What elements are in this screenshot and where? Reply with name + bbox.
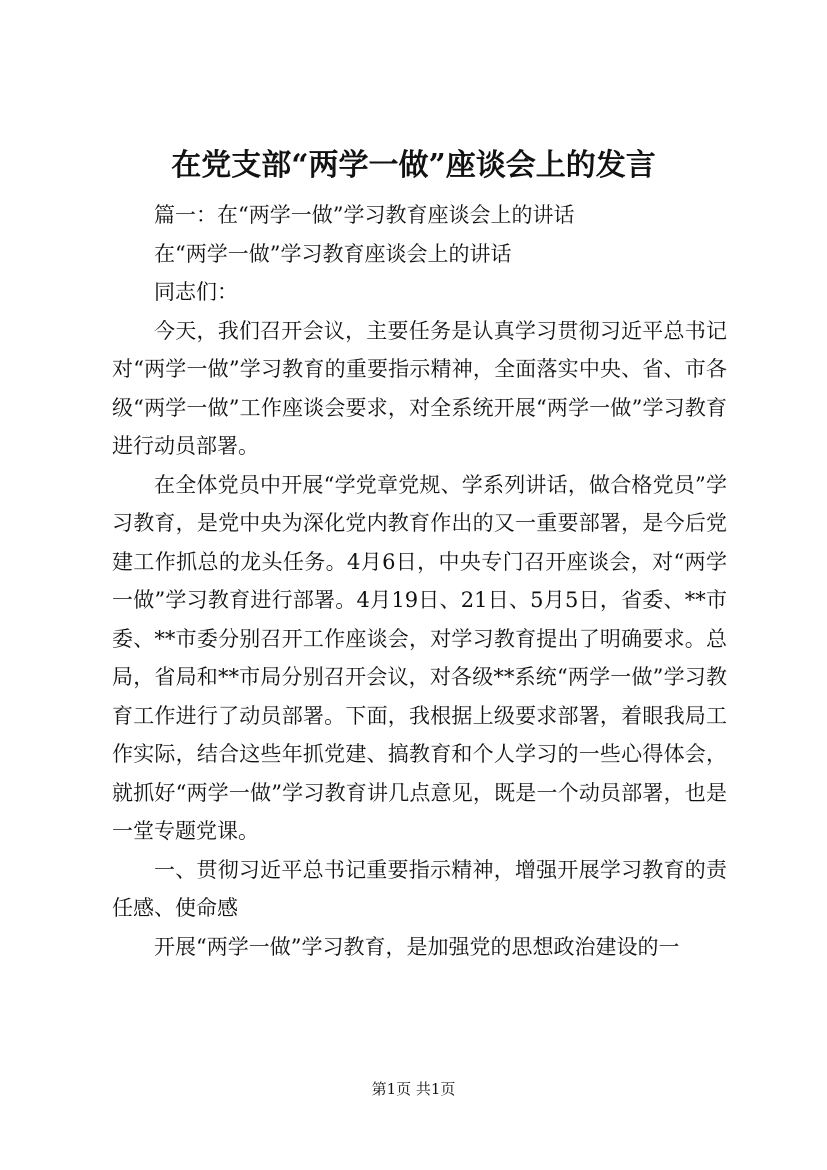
paragraph: 今天，我们召开会议，主要任务是认真学习贯彻习近平总书记对“两学一做”学习教育的重要指示精神，全面落实中央、省、市各级“两学一做”工作座谈会要求，对全系统开展“两学一做”学习教育进行动员部署。 [112,318,727,458]
page-footer: 第1页 共1页 [371,1080,456,1098]
paragraph: 在全体党员中开展“学党章党规、学系列讲话，做合格党员”学习教育，是党中央为深化党内教育作出的又一重要部署，是今后党建工作抓总的龙头任务。4月6日，中央专门召开座谈会，对“两学一做”学习教育进行部署。4月19日、21日、5月5日，省委、**市委、**市委分别召开工作座谈会，对学习教育提出了明确要求。总局，省局和**市局分别召开会议，对各级**系统“两学一做”学习教育工作进行了动员部署。下面，我根据上级要求部署，着眼我局工作实际，结合这些年抓党建、搞教育和个人学习的一些心得体会，就抓好“两学一做”学习教育讲几点意见，既是一个动员部署，也是一堂专题党课。 [112,472,727,843]
speech-title-line: 在“两学一做”学习教育座谈会上的讲话 [154,241,512,266]
subtitle-line: 篇一：在“两学一做”学习教育座谈会上的讲话 [154,203,575,227]
document-title: 在党支部“两学一做”座谈会上的发言 [171,148,656,183]
paragraph: 开展“两学一做”学习教育，是加强党的思想政治建设的一 [154,934,680,959]
salutation: 同志们： [154,280,238,304]
document-body [112,196,727,966]
section-heading: 一、贯彻习近平总书记重要指示精神，增强开展学习教育的责任感、使命感 [112,857,727,920]
